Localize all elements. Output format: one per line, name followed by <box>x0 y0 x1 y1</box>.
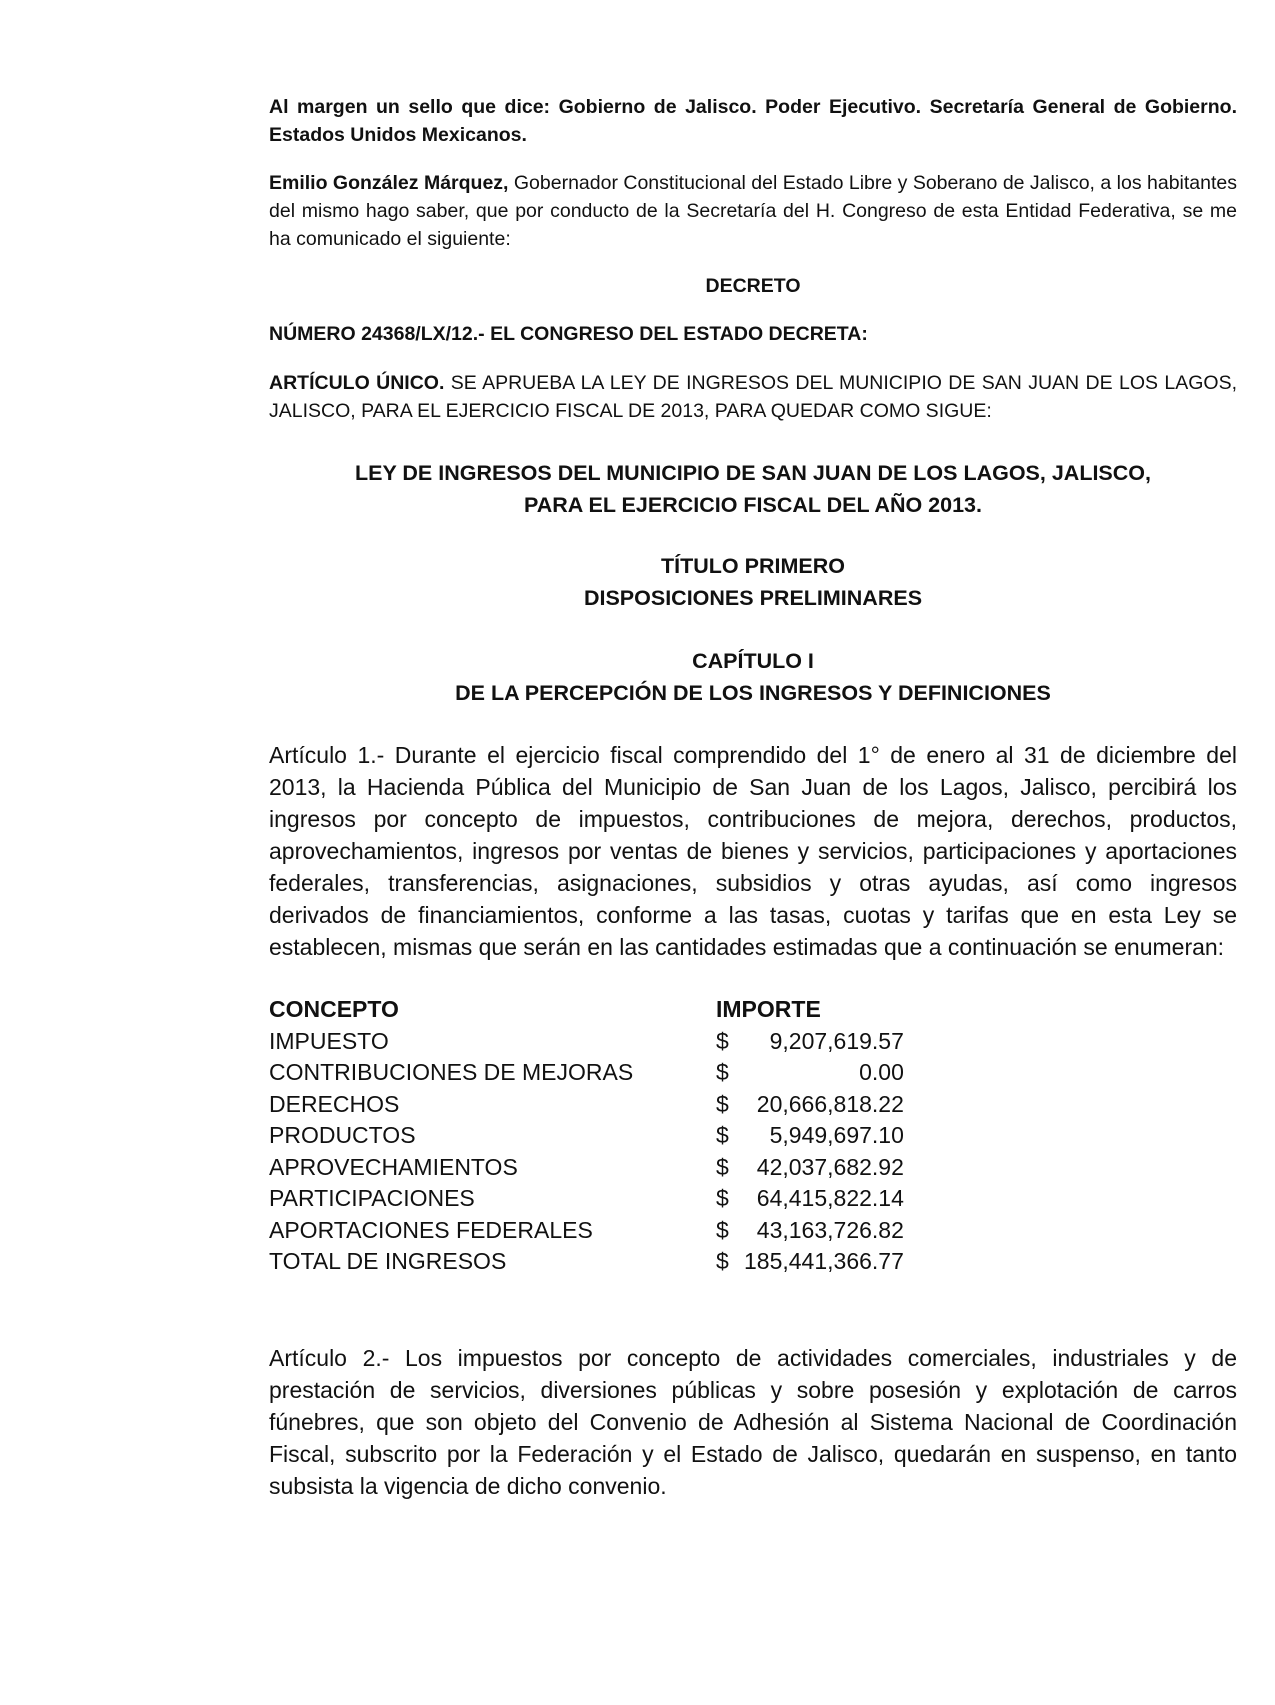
law-title-line-1: LEY DE INGRESOS DEL MUNICIPIO DE SAN JUAN DE LOS LAGOS, JALISCO, <box>354 461 1151 485</box>
law-title <box>269 457 1237 521</box>
row-concept: APORTACIONES FEDERALES <box>269 1216 593 1243</box>
row-amount: 43,163,726.82 <box>756 1216 904 1243</box>
row-currency: $ <box>716 1090 729 1117</box>
total-currency: $ <box>716 1248 729 1274</box>
row-currency: $ <box>716 1216 729 1243</box>
income-table-header <box>269 994 904 1026</box>
row-currency: $ <box>716 1027 729 1054</box>
row-currency: $ <box>716 1122 729 1148</box>
table-total-row <box>269 1246 904 1278</box>
total-amount: 185,441,366.77 <box>744 1248 904 1274</box>
table-row <box>269 1183 904 1215</box>
row-currency: $ <box>716 1153 729 1180</box>
capitulo-line-2: DE LA PERCEPCIÓN DE LOS INGRESOS Y DEFINICIONES <box>455 681 1051 705</box>
titulo-line-1: TÍTULO PRIMERO <box>661 554 845 578</box>
row-amount: 64,415,822.14 <box>756 1185 904 1211</box>
titulo-heading <box>269 550 1237 614</box>
governor-paragraph <box>269 169 1237 253</box>
row-amount: 20,666,818.22 <box>756 1090 904 1117</box>
row-amount: 5,949,697.10 <box>769 1122 904 1148</box>
row-concept: PARTICIPACIONES <box>269 1185 475 1211</box>
row-amount: 0.00 <box>859 1059 904 1085</box>
table-row <box>269 1215 904 1247</box>
governor-name: Emilio González Márquez, <box>269 172 509 194</box>
articulo-unico-label: ARTÍCULO ÚNICO. <box>269 372 445 394</box>
articulo-2: Artículo 2.- Los impuestos por concepto de actividades comerciales, industriales y de prestación de servicios, diversiones públicas y sobre posesión y explotación de carros fúnebres, que son objeto del Convenio de Adhesión al Sistema Nacional de Coordinación Fiscal, subscrito por la Federación y el Estado de Jalisco, quedarán en suspenso, en tanto subsista la vigencia de dicho convenio. <box>269 1344 1237 1499</box>
seal-note: Al margen un sello que dice: Gobierno de Jalisco. Poder Ejecutivo. Secretaría General de Gobierno. Estados Unidos Mexicanos. <box>269 96 1237 146</box>
articulo-unico-paragraph <box>269 369 1237 425</box>
decree-number: NÚMERO 24368/LX/12.- EL CONGRESO DEL ESTADO DECRETA: <box>269 323 868 345</box>
total-concept: TOTAL DE INGRESOS <box>269 1248 507 1274</box>
table-row <box>269 1026 904 1058</box>
income-table <box>269 994 904 1278</box>
row-amount: 42,037,682.92 <box>756 1153 904 1180</box>
row-concept: APROVECHAMIENTOS <box>269 1153 518 1180</box>
governor-text: Gobernador Constitucional del Estado Libre y Soberano de Jalisco, a los habitantes del mismo hago saber, que por conducto de la Secretaría del H. Congreso de esta Entidad Federativa, se me ha comunicado el siguiente: <box>269 172 1237 250</box>
row-concept: PRODUCTOS <box>269 1122 416 1148</box>
articulo-1: Artículo 1.- Durante el ejercicio fiscal comprendido del 1° de enero al 31 de diciembre del 2013, la Hacienda Pública del Municipio de San Juan de los Lagos, Jalisco, percibirá los ingresos por concepto de impuestos, contribuciones de mejora, derechos, productos, aprovechamientos, ingresos por ventas de bienes y servicios, participaciones y aportaciones federales, transferencias, asignaciones, subsidios y otras ayudas, así como ingresos derivados de financiamientos, conforme a las tasas, cuotas y tarifas que en esta Ley se establecen, mismas que serán en las cantidades estimadas que a continuación se enumeran: <box>269 742 1237 960</box>
capitulo-heading <box>269 645 1237 709</box>
document-content <box>269 93 1237 1502</box>
row-amount: 9,207,619.57 <box>769 1027 904 1054</box>
row-concept: DERECHOS <box>269 1090 400 1117</box>
decreto-heading: DECRETO <box>705 275 801 297</box>
law-title-line-2: PARA EL EJERCICIO FISCAL DEL AÑO 2013. <box>524 493 982 517</box>
header-amount: IMPORTE <box>716 996 821 1022</box>
table-row <box>269 1057 904 1089</box>
row-concept: CONTRIBUCIONES DE MEJORAS <box>269 1059 634 1085</box>
articulo-unico-text: SE APRUEBA LA LEY DE INGRESOS DEL MUNICIPIO DE SAN JUAN DE LOS LAGOS, JALISCO, PARA EL EJERCICIO FISCAL DE 2013, PARA QUEDAR COMO SIGUE: <box>269 372 1237 422</box>
row-currency: $ <box>716 1185 729 1211</box>
header-concept: CONCEPTO <box>269 996 399 1022</box>
table-row <box>269 1089 904 1121</box>
row-concept: IMPUESTO <box>269 1027 389 1054</box>
table-row <box>269 1120 904 1152</box>
titulo-line-2: DISPOSICIONES PRELIMINARES <box>583 586 923 610</box>
capitulo-line-1: CAPÍTULO I <box>692 649 814 673</box>
table-row <box>269 1152 904 1184</box>
row-currency: $ <box>716 1059 729 1085</box>
